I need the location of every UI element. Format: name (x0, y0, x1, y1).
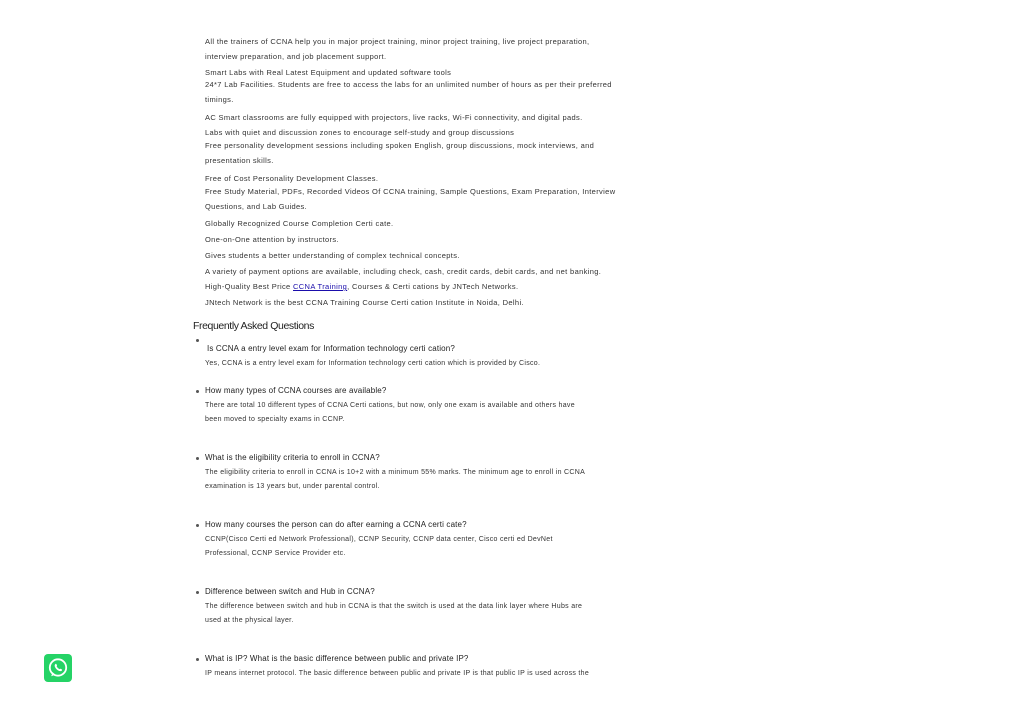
feature-line: Free of Cost Personality Development Classes. (205, 174, 379, 183)
faq-bullet (196, 591, 199, 594)
whatsapp-button[interactable] (44, 654, 72, 682)
price-line-before: High-Quality Best Price (205, 282, 294, 291)
faq-answer-3-line-2: examination is 13 years but, under parental control. (205, 483, 380, 490)
faq-question-4[interactable]: How many courses the person can do after earning a CCNA certi cate? (205, 520, 467, 529)
feature-line: timings. (205, 95, 234, 104)
faq-bullet (196, 658, 199, 661)
faq-answer-3-line-1: The eligibility criteria to enroll in CCNA is 10+2 with a minimum 55% marks. The minimum age to enroll in CCNA (205, 469, 586, 476)
faq-answer-6-line-1: IP means internet protocol. The basic difference between public and private IP is that public IP is used across the (205, 670, 590, 677)
feature-line: Smart Labs with Real Latest Equipment and updated software tools (205, 68, 452, 77)
feature-line: Questions, and Lab Guides. (205, 202, 308, 211)
faq-answer-4-line-1: CCNP(Cisco Certi ed Network Professional), CCNP Security, CCNP data center, Cisco certi ed DevNet (205, 536, 553, 543)
price-line-after: , Courses & Certi cations by JNTech Networks. (347, 282, 519, 291)
ccna-training-link[interactable]: CCNA Training (293, 282, 348, 291)
faq-bullet (196, 457, 199, 460)
faq-question-1[interactable]: Is CCNA a entry level exam for Information technology certi cation? (207, 344, 455, 353)
faq-question-6[interactable]: What is IP? What is the basic difference between public and private IP? (205, 654, 469, 663)
feature-line: A variety of payment options are available, including check, cash, credit cards, debit cards, and net banking. (205, 267, 602, 276)
feature-line: Free Study Material, PDFs, Recorded Videos Of CCNA training, Sample Questions, Exam Preparation, Interview (205, 187, 616, 196)
feature-line: Labs with quiet and discussion zones to encourage self-study and group discussions (205, 128, 515, 137)
whatsapp-icon (44, 654, 72, 682)
faq-answer-2-line-1: There are total 10 different types of CCNA Certi cations, but now, only one exam is available and others have (205, 402, 575, 409)
faq-answer-1-line-1: Yes, CCNA is a entry level exam for Information technology certi cation which is provided by Cisco. (205, 360, 541, 367)
faq-answer-2-line-2: been moved to specialty exams in CCNP. (205, 416, 345, 423)
feature-line: Globally Recognized Course Completion Certi cate. (205, 219, 394, 228)
faq-answer-4-line-2: Professional, CCNP Service Provider etc. (205, 550, 346, 557)
faq-answer-5-line-2: used at the physical layer. (205, 617, 294, 624)
faq-bullet (196, 339, 199, 342)
faq-question-3[interactable]: What is the eligibility criteria to enroll in CCNA? (205, 453, 380, 462)
faq-bullet (196, 524, 199, 527)
feature-line: All the trainers of CCNA help you in major project training, minor project training, live project preparation, (205, 37, 590, 46)
feature-line: AC Smart classrooms are fully equipped with projectors, live racks, Wi-Fi connectivity, and digital pads. (205, 113, 583, 122)
feature-line: 24*7 Lab Facilities. Students are free to access the labs for an unlimited number of hours as per their preferred (205, 80, 612, 89)
faq-bullet (196, 390, 199, 393)
faq-question-2[interactable]: How many types of CCNA courses are available? (205, 386, 387, 395)
price-line (205, 282, 518, 292)
faq-question-5[interactable]: Difference between switch and Hub in CCNA? (205, 587, 375, 596)
faq-heading: Frequently Asked Questions (193, 320, 314, 332)
feature-line: One-on-One attention by instructors. (205, 235, 339, 244)
faq-answer-5-line-1: The difference between switch and hub in CCNA is that the switch is used at the data link layer where Hubs are (205, 603, 583, 610)
feature-line: presentation skills. (205, 156, 274, 165)
feature-line: Gives students a better understanding of complex technical concepts. (205, 251, 460, 260)
feature-line: JNtech Network is the best CCNA Training Course Certi cation Institute in Noida, Delhi. (205, 298, 524, 307)
feature-line: interview preparation, and job placement support. (205, 52, 387, 61)
feature-line: Free personality development sessions including spoken English, group discussions, mock interviews, and (205, 141, 595, 150)
